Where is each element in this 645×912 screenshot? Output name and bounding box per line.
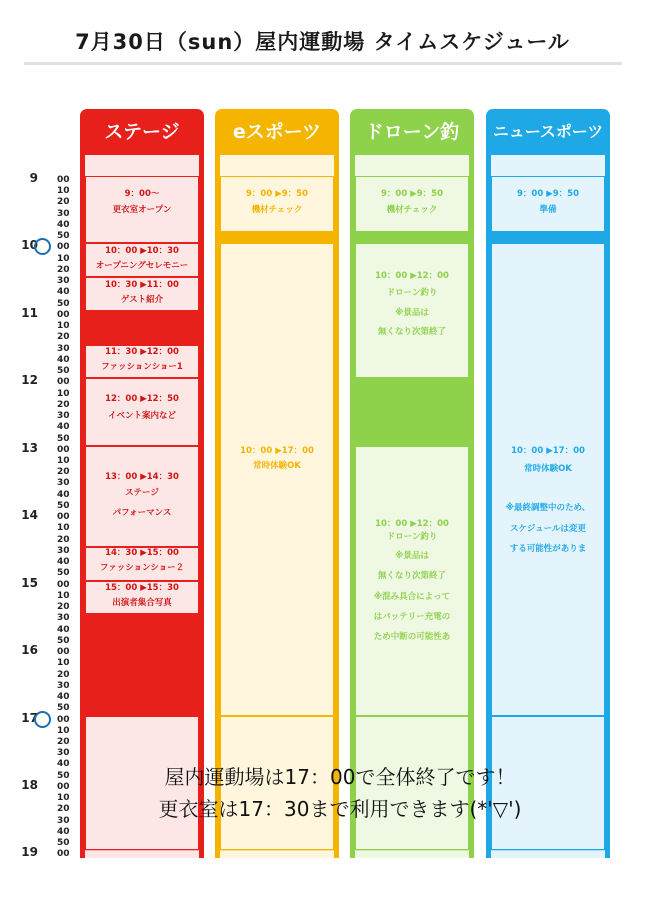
minute-label: 30 [57,411,70,422]
minute-label: 40 [57,759,70,770]
minute-label: 20 [57,467,70,478]
separator-band [350,232,474,243]
event-time: 9：00 ▶9：50 [517,189,579,199]
page-title: 7月30日（sun）屋内運動場 タイムスケジュール [75,30,570,54]
minute-label: 10 [57,253,70,264]
minute-label: 50 [57,366,70,377]
event-note: スケジュールは変更 [510,524,586,534]
minute-label: 10 [57,456,70,466]
event-time: 14：30 ▶15：00 [105,548,179,558]
event-title: ファッションショー1 [101,362,183,372]
minute-label: 50 [57,298,70,309]
minute-label: 50 [57,433,70,444]
minute-label: 50 [57,770,70,781]
esports-event-box [220,243,334,715]
event-title: イベント案内など [107,411,176,421]
drone-break-block [350,378,474,445]
event-time: 13：00 ▶14：30 [105,472,179,482]
minute-label: 00 [57,647,70,658]
event-note: ※景品は [395,308,429,318]
event-note: ※最終調整中のため、 [505,503,591,513]
minute-label: 30 [57,478,70,489]
minute-label: 00 [57,377,70,388]
hour-label: 11 [21,305,38,320]
closing-notice-line2: 更衣室は17：30まで利用できます(*'▽') [158,797,522,821]
event-title: ファッションショー２ [99,563,185,573]
closing-notice-line1: 屋内運動場は17：00で全体終了です！ [164,765,516,789]
hour-label: 14 [21,508,38,523]
minute-label: 40 [57,354,70,365]
event-time: 10：30 ▶11：00 [105,280,179,290]
minute-label: 10 [57,388,70,399]
minute-label: 40 [57,489,70,500]
minute-label: 30 [57,680,70,691]
minute-label: 00 [57,175,70,185]
slot-line [355,850,469,851]
event-title: ゲスト紹介 [120,295,164,305]
event-time: 9：00 ▶9：50 [246,189,308,199]
hour-label: 19 [21,845,38,860]
minute-label: 30 [57,208,70,219]
event-title: 更衣室オープン [112,205,172,215]
minute-label: 50 [57,703,70,714]
minute-label: 40 [57,557,70,568]
event-time: 10：00 ▶17：00 [511,446,585,456]
separator-band [486,232,610,243]
slot-line [220,850,334,851]
event-note: 無くなり次第終了 [377,571,446,581]
minute-label: 00 [57,781,70,792]
event-time: 10：00 ▶12：00 [375,519,449,529]
event-title: 機材チェック [386,205,438,215]
event-time: 10：00 ▶12：00 [375,271,449,281]
event-title: 準備 [539,205,557,215]
minute-label: 20 [57,197,70,208]
minute-label: 00 [57,512,70,523]
minute-label: 00 [57,309,70,320]
minute-label: 40 [57,692,70,703]
hour-circle-marker [34,238,51,255]
minute-label: 40 [57,624,70,635]
hour-label: 17 [21,710,38,725]
event-time: 11：30 ▶12：00 [105,347,179,357]
separator-band [215,232,339,243]
minute-label: 20 [57,669,70,680]
news-event-box [491,243,605,715]
event-note: ため中断の可能性あ [373,632,451,642]
minute-label: 30 [57,748,70,759]
minute-label: 10 [57,590,70,601]
event-time: 12：00 ▶12：50 [105,394,179,404]
column-header-stage: ステージ [80,109,204,155]
event-note: ※景品は [395,551,429,561]
minute-label: 30 [57,815,70,826]
minute-label: 00 [57,714,70,725]
minute-label: 10 [57,793,70,804]
event-title: ドローン釣り [386,532,438,542]
minute-label: 10 [57,321,70,332]
event-title: オープニングセレモニー [95,261,189,271]
event-title: 出演者集合写真 [112,598,172,608]
event-time: 9：00～ [124,189,160,199]
event-title: 常時体験OK [253,461,301,471]
minute-label: 30 [57,343,70,354]
minute-label: 20 [57,534,70,545]
minute-label: 40 [57,826,70,837]
hour-label: 13 [21,440,38,455]
minute-label: 50 [57,838,70,849]
event-time: 15：00 ▶15：30 [105,583,179,593]
event-note: ※混み具合によって [373,592,451,602]
column-header-news: ニュースポーツ [486,109,610,155]
minute-label: 40 [57,219,70,230]
hour-label: 16 [21,643,38,658]
minute-label: 00 [57,579,70,590]
minute-label: 20 [57,602,70,613]
event-title: ドローン釣り [386,288,438,298]
minute-label: 10 [57,658,70,669]
slot-line [85,850,199,851]
minute-label: 10 [57,523,70,534]
minute-label: 30 [57,276,70,287]
minute-label: 40 [57,422,70,433]
event-time: 10：00 ▶10：30 [105,246,179,256]
minute-label: 20 [57,332,70,343]
minute-label: 20 [57,804,70,815]
hour-circle-marker [34,711,51,728]
minute-label: 30 [57,545,70,556]
event-time: 9：00 ▶9：50 [381,189,443,199]
minute-label: 50 [57,500,70,511]
hour-label: 9 [29,171,38,185]
hour-label: 15 [21,575,38,590]
hour-label: 10 [21,238,38,253]
minute-label: 10 [57,725,70,736]
hour-label: 12 [21,373,38,388]
minute-label: 20 [57,264,70,275]
stage-closed-block [80,614,204,715]
minute-label: 50 [57,568,70,579]
minute-label: 40 [57,287,70,298]
minute-label: 00 [57,849,70,860]
event-title: 機材チェック [251,205,303,215]
event-title: ステージ [125,488,159,498]
minute-label: 00 [57,444,70,455]
event-title: 常時体験OK [524,464,572,474]
column-header-drone: ドローン釣 [350,109,474,155]
minute-label: 00 [57,242,70,253]
minute-label: 50 [57,635,70,646]
minute-label: 10 [57,186,70,197]
event-title: パフォーマンス [112,508,172,518]
slot-line [491,850,605,851]
event-note: 無くなり次第終了 [377,327,446,337]
minute-label: 20 [57,399,70,410]
minute-label: 20 [57,737,70,747]
column-header-esports: eスポーツ [215,109,339,155]
stage-break-block [80,311,204,345]
event-time: 10：00 ▶17：00 [240,446,314,456]
hour-label: 18 [21,777,38,792]
event-note: する可能性がありま [509,544,587,554]
minute-label: 50 [57,231,70,242]
minute-label: 30 [57,613,70,624]
event-note: はバッテリー充電の [373,612,451,622]
